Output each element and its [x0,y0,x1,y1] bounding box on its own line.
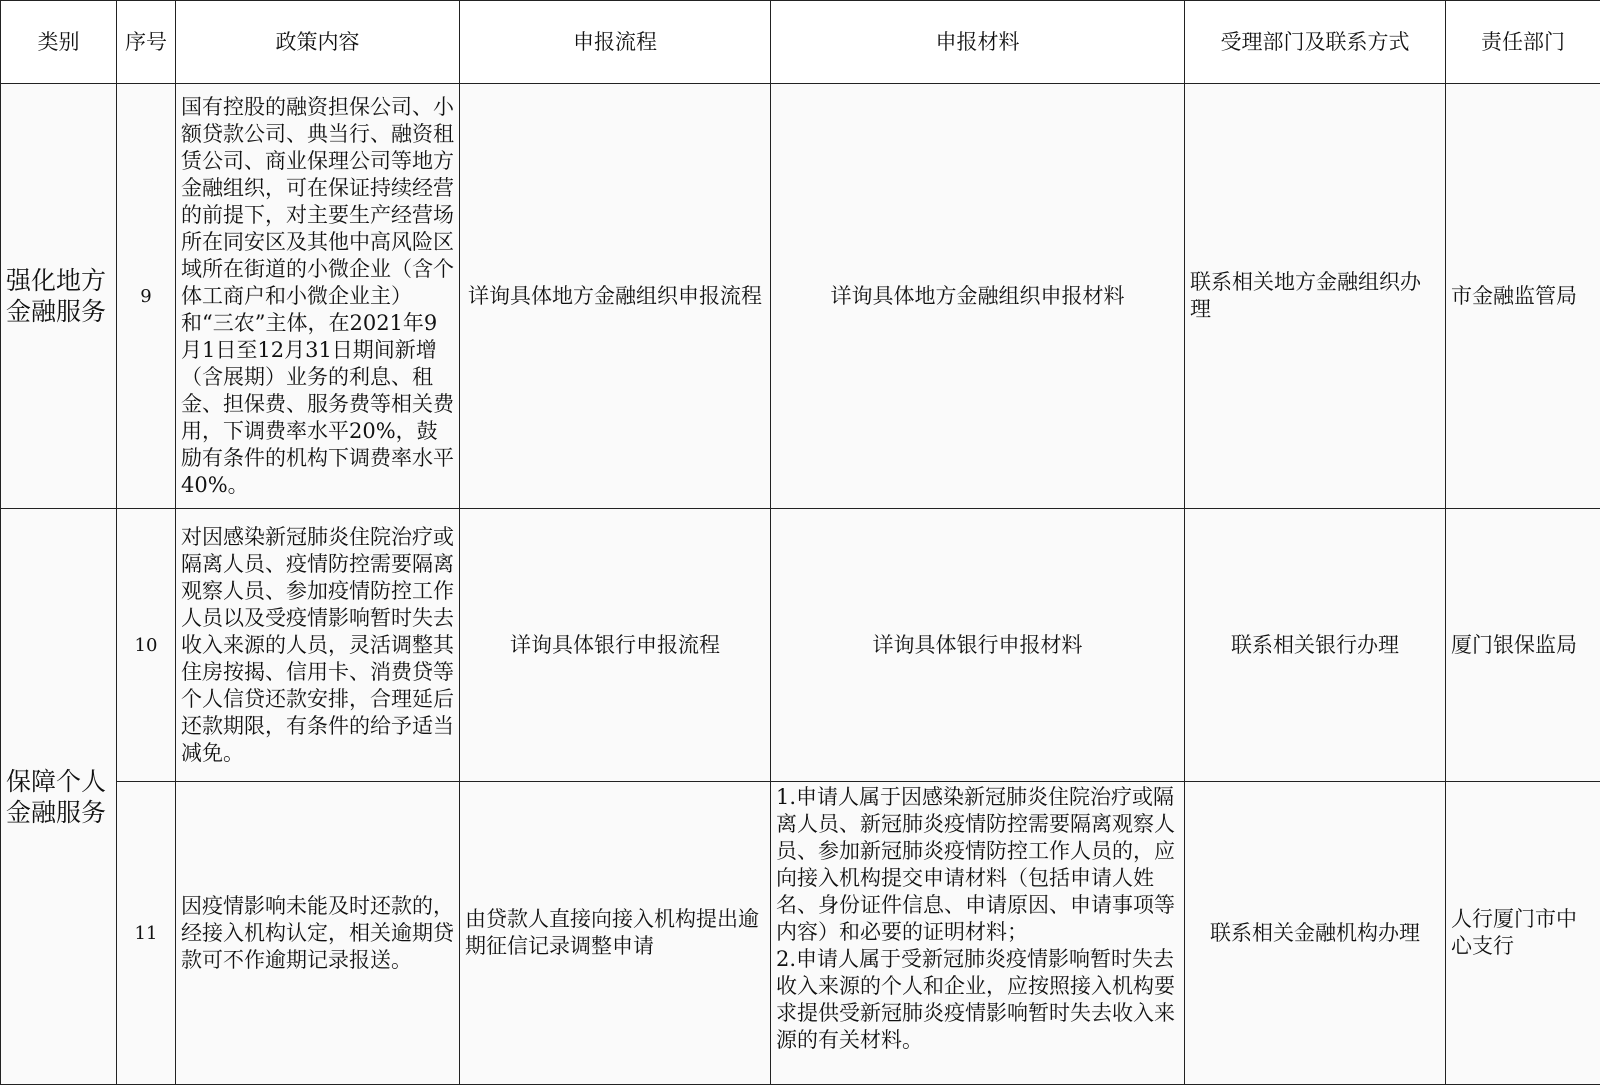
header-responsible: 责任部门 [1446,1,1600,84]
header-policy: 政策内容 [176,1,460,84]
index-cell: 9 [117,84,176,509]
header-index: 序号 [117,1,176,84]
index-cell: 10 [117,509,176,782]
responsible-cell: 厦门银保监局 [1446,509,1600,782]
process-cell: 由贷款人直接向接入机构提出逾期征信记录调整申请 [460,782,771,1085]
header-row [1,1,1600,84]
header-department-contact: 受理部门及联系方式 [1185,1,1446,84]
department-contact-cell: 联系相关金融机构办理 [1185,782,1446,1085]
responsible-cell: 市金融监管局 [1446,84,1600,509]
index-cell: 11 [117,782,176,1085]
department-contact-cell: 联系相关银行办理 [1185,509,1446,782]
table-row [1,509,1600,782]
header-category: 类别 [1,1,117,84]
category-cell: 强化地方金融服务 [1,84,117,509]
policy-cell: 国有控股的融资担保公司、小额贷款公司、典当行、融资租赁公司、商业保理公司等地方金融组织，可在保证持续经营的前提下，对主要生产经营场所在同安区及其他中高风险区域所在街道的小微企业（含个体工商户和小微企业主）和“三农”主体，在2021年9月1日至12月31日期间新增（含展期）业务的利息、租金、担保费、服务费等相关费用，下调费率水平20%，鼓励有条件的机构下调费率水平40%。 [176,84,460,509]
policy-cell: 因疫情影响未能及时还款的，经接入机构认定，相关逾期贷款可不作逾期记录报送。 [176,782,460,1085]
department-contact-cell: 联系相关地方金融组织办理 [1185,84,1446,509]
table-row [1,782,1600,1085]
header-process: 申报流程 [460,1,771,84]
responsible-cell: 人行厦门市中心支行 [1446,782,1600,1085]
policy-cell: 对因感染新冠肺炎住院治疗或隔离人员、疫情防控需要隔离观察人员、参加疫情防控工作人员以及受疫情影响暂时失去收入来源的人员，灵活调整其住房按揭、信用卡、消费贷等个人信贷还款安排，合理延后还款期限，有条件的给予适当减免。 [176,509,460,782]
process-cell: 详询具体银行申报流程 [460,509,771,782]
table-row [1,84,1600,509]
process-cell: 详询具体地方金融组织申报流程 [460,84,771,509]
category-cell: 保障个人金融服务 [1,509,117,1085]
materials-cell: 1.申请人属于因感染新冠肺炎住院治疗或隔离人员、新冠肺炎疫情防控需要隔离观察人员、参加新冠肺炎疫情防控工作人员的，应向接入机构提交申请材料（包括申请人姓名、身份证件信息、申请原因、申请事项等内容）和必要的证明材料； 2.申请人属于受新冠肺炎疫情影响暂时失去收入来源的个人和企业，应按照接入机构要求提供受新冠肺炎疫情影响暂时失去收入来源的有关材料。 [771,782,1185,1085]
materials-cell: 详询具体银行申报材料 [771,509,1185,782]
materials-cell: 详询具体地方金融组织申报材料 [771,84,1185,509]
header-materials: 申报材料 [771,1,1185,84]
